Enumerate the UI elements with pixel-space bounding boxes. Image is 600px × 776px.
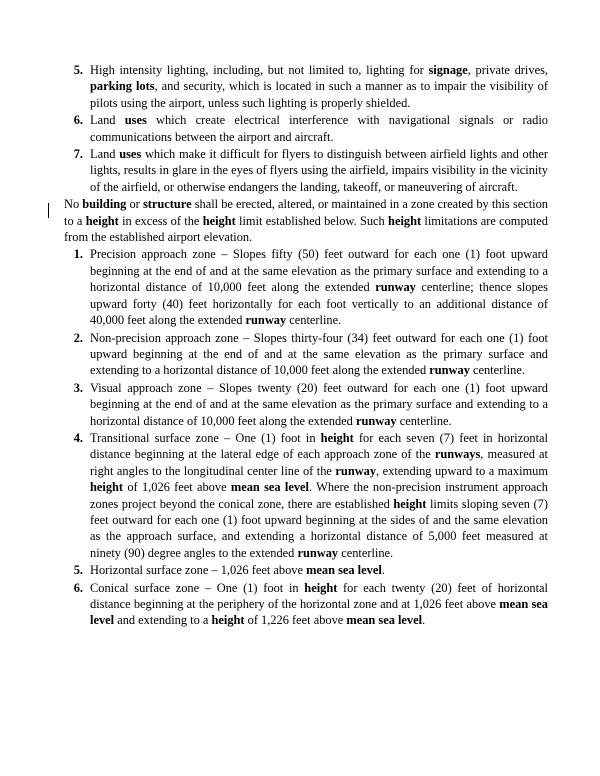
list-item: [64, 430, 548, 561]
list-item-text: Horizontal surface zone – 1,026 feet above mean sea level.: [90, 563, 385, 578]
list-item-number: 5.: [73, 63, 83, 77]
list-item: [64, 62, 548, 111]
zone-limits-list: [64, 246, 548, 628]
intro-paragraph: No building or structure shall be erected, altered, or maintained in a zone created by this section to a height in excess of the height limit established below. Such height limitations are computed from the established airport elevation.: [64, 197, 548, 245]
list-item: [64, 580, 548, 629]
list-item-number: 3.: [73, 380, 83, 395]
list-item-number: 2.: [73, 330, 83, 345]
list-item-text: High intensity lighting, including, but not limited to, lighting for signage, private drives, parking lots, and security, which is located in such a manner as to impair the visibility of pilots using the airport, unless such lighting is properly shielded.: [90, 63, 548, 110]
list-item-number: 7.: [73, 147, 83, 162]
list-item-text: Conical surface zone – One (1) foot in height for each twenty (20) feet of horizontal distance beginning at the periphery of the horizontal zone and at 1,026 feet above mean sea level and extending to a height of 1,226 feet above mean sea level.: [90, 580, 548, 628]
list-item: [64, 146, 548, 195]
prohibited-uses-list: [64, 62, 548, 195]
revision-change-bar: [48, 203, 49, 218]
list-item-text: Precision approach zone – Slopes fifty (50) feet outward for each one (1) foot upward beginning at the end of and at the same elevation as the primary surface and extending to a horizontal distance of 10,000 feet along the extended runway centerline; thence slopes upward forty (40) feet horizontally for each foot vertically to an additional distance of 40,000 feet along the extended runway centerline.: [90, 247, 548, 328]
list-item: [64, 380, 548, 429]
list-item: [64, 330, 548, 379]
list-item: [64, 246, 548, 328]
list-item-text: Land uses which make it difficult for flyers to distinguish between airfield lights and other lights, results in glare in the eyes of flyers using the airfield, impairs visibility in the vicinity of the airfield, or otherwise endangers the landing, takeoff, or maneuvering of aircraft.: [90, 147, 548, 194]
list-item: [64, 562, 548, 578]
list-item-number: 6.: [73, 113, 83, 128]
list-item-text: Transitional surface zone – One (1) foot in height for each seven (7) feet in horizontal distance beginning at the lateral edge of each approach zone of the runways, measured at right angles to the longitudinal center line of the runway, extending upward to a maximum height of 1,026 feet above mean sea level. Where the non-precision instrument approach zones project beyond the conical zone, there are established height limits sloping seven (7) feet outward for each one (1) foot upward beginning at the sides of and the same elevation as the approach surface, and extending a horizontal distance of 5,000 feet measured at ninety (90) degree angles to the extended runway centerline.: [90, 430, 548, 560]
list-item-number: 1.: [73, 247, 83, 262]
list-item-text: Non-precision approach zone – Slopes thirty-four (34) feet outward for each one (1) foot upward beginning at the end of and at the same elevation as the primary surface and extending to a horizontal distance of 10,000 feet along the extended runway centerline.: [90, 330, 548, 378]
list-item-text: Visual approach zone – Slopes twenty (20) feet outward for each one (1) foot upward beginning at the end of and at the same elevation as the primary surface and extending to a horizontal distance of 10,000 feet along the extended runway centerline.: [90, 380, 548, 428]
list-item-number: 4.: [73, 430, 83, 445]
list-item-text: Land uses which create electrical interference with navigational signals or radio communications between the airport and aircraft.: [90, 113, 549, 144]
list-item: [64, 112, 548, 145]
list-item-number: 5.: [73, 563, 83, 578]
list-item-number: 6.: [73, 580, 83, 595]
